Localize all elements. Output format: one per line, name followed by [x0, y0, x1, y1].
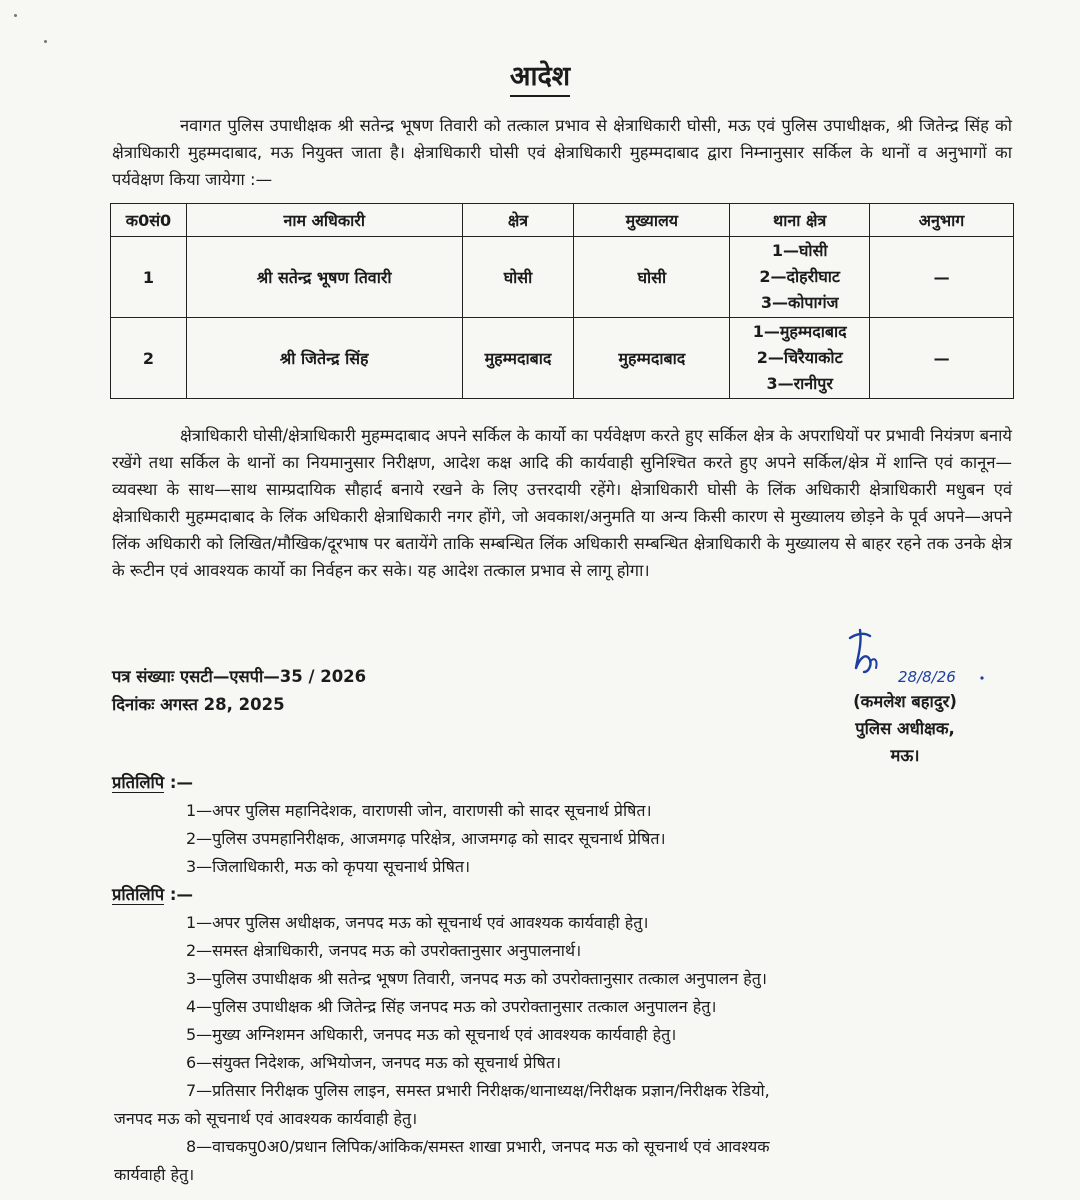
thana-item: 2—दोहरीघाट [759, 267, 840, 286]
list-item: 1—अपर पुलिस महानिदेशक, वाराणसी जोन, वाराणसी को सादर सूचनार्थ प्रेषित। [186, 801, 652, 820]
list-item: 5—मुख्य अग्निशमन अधिकारी, जनपद मऊ को सूचनार्थ एवं आवश्यक कार्यवाही हेतु। [186, 1025, 677, 1044]
table-header: नाम अधिकारी [186, 204, 462, 237]
copy-to-list-local [114, 909, 1002, 1189]
table-header-row [111, 204, 1014, 237]
table-header: थाना क्षेत्र [730, 204, 870, 237]
scan-speck [14, 14, 17, 17]
copy-to-heading [112, 882, 193, 905]
list-item: 3—जिलाधिकारी, मऊ को कृपया सूचनार्थ प्रेषित। [186, 857, 471, 876]
table-header: अनुभाग [870, 204, 1014, 237]
officer-name-cell: श्री सतेन्द्र भूषण तिवारी [186, 237, 462, 318]
signatory-place: मऊ। [890, 746, 920, 765]
officer-name-cell: श्री जितेन्द्र सिंह [186, 318, 462, 399]
list-item: 4—पुलिस उपाधीक्षक श्री जितेन्द्र सिंह जनपद मऊ को उपरोक्तानुसार तत्काल अनुपालन हेतु। [186, 997, 717, 1016]
list-item: 6—संयुक्त निदेशक, अभियोजन, जनपद मऊ को सूचनार्थ प्रेषित। [186, 1053, 562, 1072]
copy-to-suffix: :— [164, 885, 194, 904]
serial-cell: 2 [111, 318, 187, 399]
title-text: आदेश [510, 61, 570, 97]
handwritten-signature [840, 616, 990, 696]
table-header: क0सं0 [111, 204, 187, 237]
list-item-line: 7—प्रतिसार निरीक्षक पुलिस लाइन, समस्त प्रभारी निरीक्षक/थानाध्यक्ष/निरीक्षक प्रज्ञान/निरीक्षक रेडियो, [186, 1081, 770, 1100]
table-header: मुख्यालय [574, 204, 730, 237]
instructions-paragraph: क्षेत्राधिकारी घोसी/क्षेत्राधिकारी मुहम्मदाबाद अपने सर्किल के कार्यो का पर्यवेक्षण करते हुए सर्किल क्षेत्र के अपराधियों पर प्रभावी नियंत्रण बनाये रखेंगे तथा सर्किल के थानों का नियमानुसार निरीक्षण, आदेश कक्ष आदि की कार्यवाही सुनिश्चित करते हुए अपने सर्किल/क्षेत्र में शान्ति एवं कानून—व्यवस्था के साथ—साथ साम्प्रदायिक सौहार्द बनाये रखने के लिए उत्तरदायी रहेंगे। क्षेत्राधिकारी घोसी के लिंक अधिकारी क्षेत्राधिकारी मधुबन एवं क्षेत्राधिकारी मुहम्मदाबाद के लिंक अधिकारी क्षेत्राधिकारी नगर होंगे, जो अवकाश/अनुमति या अन्य किसी कारण से मुख्यालय छोड़ने के पूर्व अपने—अपने लिंक अधिकारी को लिखित/मौखिक/दूरभाष पर बतायेंगे ताकि सम्बन्धित लिंक अधिकारी सम्बन्धित क्षेत्राधिकारी के मुख्यालय से बाहर रहने तक उनके क्षेत्र के रूटीन एवं आवश्यक कार्यो का निर्वहन कर सके। यह आदेश तत्काल प्रभाव से लागू होगा। [112, 426, 1012, 580]
section-cell: — [870, 318, 1014, 399]
copy-to-list-senior [186, 797, 1002, 881]
list-item: 2—समस्त क्षेत्राधिकारी, जनपद मऊ को उपरोक्तानुसार अनुपालनार्थ। [186, 941, 582, 960]
list-item: 2—पुलिस उपमहानिरीक्षक, आजमगढ़ परिक्षेत्र, आजमगढ़ को सादर सूचनार्थ प्रेषित। [186, 829, 666, 848]
thana-item: 1—मुहम्मदाबाद [752, 322, 847, 341]
thana-cell [730, 237, 870, 318]
hq-cell: घोसी [574, 237, 730, 318]
reference-number: पत्र संख्याः एसटी—एसपी—35 / 2026 [112, 667, 367, 686]
thana-cell [730, 318, 870, 399]
signatory-designation: पुलिस अधीक्षक, [855, 719, 955, 738]
signatory-name: (कमलेश बहादुर) [853, 692, 957, 711]
table-row [111, 237, 1014, 318]
list-item-line: जनपद मऊ को सूचनार्थ एवं आवश्यक कार्यवाही हेतु। [114, 1109, 418, 1128]
copy-to-label: प्रतिलिपि [112, 773, 165, 792]
signature-date: 28/8/26 [898, 668, 956, 686]
copy-to-label: प्रतिलिपि [112, 885, 165, 904]
list-item [114, 1077, 1002, 1133]
list-item-line: 8—वाचकपु0अ0/प्रधान लिपिक/आंकिक/समस्त शाखा प्रभारी, जनपद मऊ को सूचनार्थ एवं आवश्यक [186, 1137, 770, 1156]
list-item: 1—अपर पुलिस अधीक्षक, जनपद मऊ को सूचनार्थ एवं आवश्यक कार्यवाही हेतु। [186, 913, 649, 932]
list-item: 3—पुलिस उपाधीक्षक श्री सतेन्द्र भूषण तिवारी, जनपद मऊ को उपरोक्तानुसार तत्काल अनुपालन हेतु। [186, 969, 767, 988]
copy-to-suffix: :— [164, 773, 194, 792]
scan-speck [44, 40, 47, 43]
intro-paragraph: नवागत पुलिस उपाधीक्षक श्री सतेन्द्र भूषण तिवारी को तत्काल प्रभाव से क्षेत्राधिकारी घोसी, मऊ एवं पुलिस उपाधीक्षक, श्री जितेन्द्र सिंह को क्षेत्राधिकारी मुहम्मदाबाद, मऊ नियुक्त जाता है। क्षेत्राधिकारी घोसी एवं क्षेत्राधिकारी मुहम्मदाबाद द्वारा निम्नानुसार सर्किल के थानों व अनुभागों का पर्यवेक्षण किया जायेगा :— [112, 116, 1012, 189]
circle-assignment-table [110, 203, 1014, 399]
list-item-line: कार्यवाही हेतु। [114, 1165, 195, 1184]
thana-item: 3—रानीपुर [766, 374, 833, 393]
signatory-block [790, 688, 1020, 769]
thana-item: 3—कोपागंज [760, 293, 839, 312]
issue-date: दिनांकः अगस्त 28, 2025 [112, 695, 285, 714]
area-cell: घोसी [462, 237, 574, 318]
thana-item: 1—घोसी [771, 241, 828, 260]
list-item [114, 1133, 1002, 1189]
section-cell: — [870, 237, 1014, 318]
table-header: क्षेत्र [462, 204, 574, 237]
serial-cell: 1 [111, 237, 187, 318]
area-cell: मुहम्मदाबाद [462, 318, 574, 399]
copy-to-heading [112, 770, 193, 793]
hq-cell: मुहम्मदाबाद [574, 318, 730, 399]
table-row [111, 318, 1014, 399]
document-title [0, 56, 1080, 93]
thana-item: 2—चिरैयाकोट [756, 348, 843, 367]
